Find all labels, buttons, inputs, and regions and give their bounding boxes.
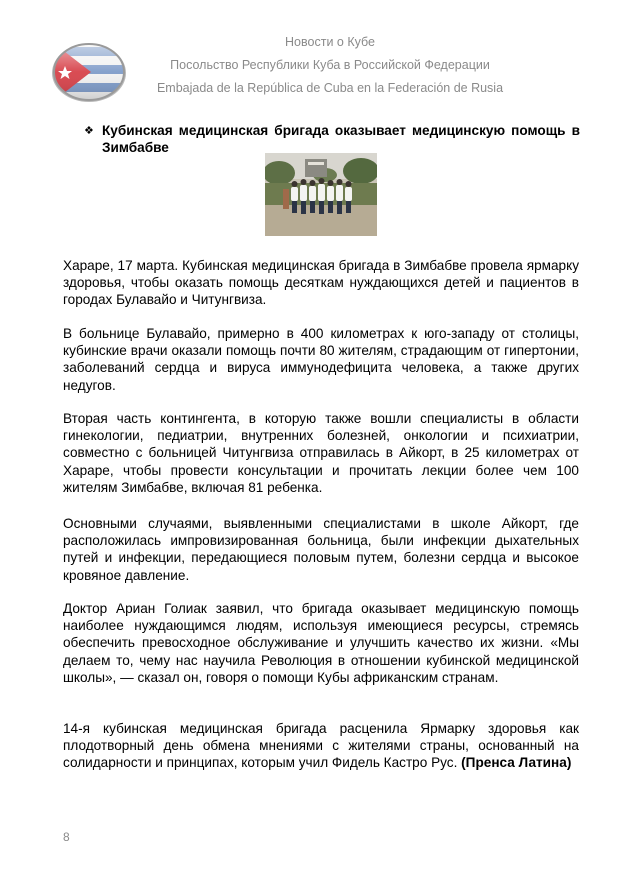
cuba-flag-logo — [51, 41, 127, 103]
newsletter-title: Новости о Кубе — [285, 35, 375, 49]
article-paragraph-6 — [63, 720, 579, 772]
headline-row — [84, 122, 580, 156]
diamond-bullet-icon: ❖ — [84, 125, 94, 137]
article-paragraph-6-text: 14-я кубинская медицинская бригада расценила Ярмарку здоровья как плодотворный день обмена мнениями с жителями страны, основанный на солидарности и принципах, которым учил Фидель Кастро Рус. — [63, 721, 579, 771]
embassy-name-ru: Посольство Республики Куба в Российской Федерации — [170, 58, 490, 72]
article-paragraph-5: Доктор Ариан Голиак заявил, что бригада оказывает медицинскую помощь наиболее нуждающимся людям, используя имеющиеся ресурсы, стремясь обеспечить превосходное обслуживание и улучшить качество их жизни. «Мы делаем то, чему нас научила Революция в отношении кубинской медицинской школы», — сказал он, говоря о помощи Кубы африканским странам. — [63, 601, 579, 685]
article-source: (Пренса Латина) — [461, 755, 572, 771]
article-paragraph-1: Хараре, 17 марта. Кубинская медицинская бригада в Зимбабве провела ярмарку здоровья, чтобы оказать помощь десяткам нуждающихся детей и пациентов в городах Булавайо и Читунгвиза. — [63, 258, 579, 308]
article-headline: Кубинская медицинская бригада оказывает медицинскую помощь в Зимбабве — [102, 123, 580, 155]
embassy-name-es: Embajada de la República de Cuba en la Federación de Rusia — [156, 81, 504, 95]
page-number: 8 — [63, 830, 70, 844]
article-paragraph-3: Вторая часть контингента, в которую также вошли специалисты в области гинекологии, педиатрии, внутренних болезней, онкологии и психиатрии, совместно с больницей Читунгвиза отправилась в Айкорт, в 25 километрах от Хараре, чтобы провести консультации и прочитать лекции более чем 100 жителям Зимбабве, включая 81 ребенка. — [63, 411, 579, 495]
article-paragraph-2: В больнице Булавайо, примерно в 400 километрах к юго-западу от столицы, кубинские врачи оказали помощь почти 80 жителям, страдающим от гипертонии, заболеваний сердца и вируса иммунодефицита человека, а также других недугов. — [63, 326, 579, 393]
medical-team-photo — [265, 153, 377, 236]
article-paragraph-4: Основными случаями, выявленными специалистами в школе Айкорт, где расположилась импровизированная больница, были инфекции дыхательных путей и инфекции, передающиеся половым путем, болезни сердца и высокое кровяное давление. — [63, 516, 579, 583]
